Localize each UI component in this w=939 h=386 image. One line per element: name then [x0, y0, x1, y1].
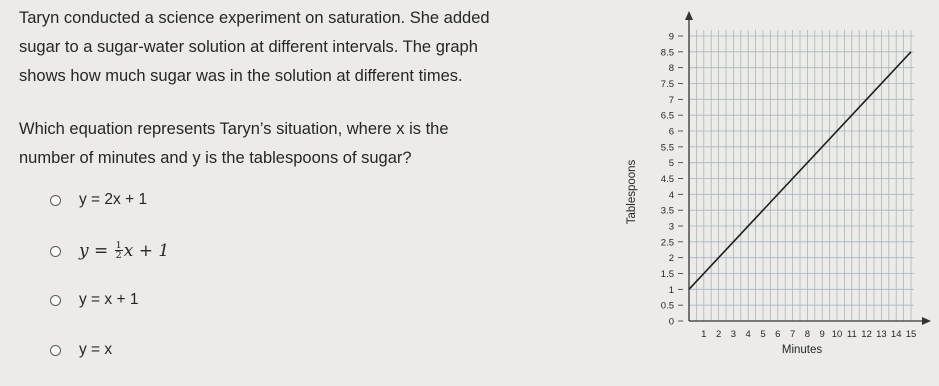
y-tick-label: 3.5	[660, 205, 674, 217]
grid	[689, 30, 914, 321]
fraction-one-half: $\frac{1}{2}$	[115, 240, 122, 261]
question-line: shows how much sugar was in the solution at different times.	[19, 67, 463, 85]
option-b[interactable]	[50, 241, 169, 261]
y-tick-label: 9	[668, 31, 674, 43]
y-tick-label: 7	[668, 94, 674, 106]
question-line: Which equation represents Taryn’s situation, where x is the	[19, 120, 449, 138]
y-tick-label: 8.5	[660, 47, 674, 59]
y-tick-label: 6.5	[660, 110, 674, 122]
x-tick-label: 6	[775, 329, 781, 340]
question-line: sugar to a sugar-water solution at different intervals. The graph	[19, 38, 478, 56]
question-text	[19, 4, 594, 173]
y-tick-label: 7.5	[660, 79, 674, 90]
y-tick-label: 1.5	[660, 269, 674, 280]
x-tick-label: 11	[846, 329, 857, 340]
x-tick-label: 2	[715, 329, 722, 340]
y-axis-arrow-icon	[685, 11, 693, 20]
x-tick-label: 4	[745, 329, 751, 340]
radio-button[interactable]	[50, 246, 61, 257]
y-tick-label: 2.5	[660, 237, 674, 249]
y-tick-label: 0.5	[660, 300, 674, 312]
x-tick-label: 15	[905, 329, 917, 340]
x-tick-label: 3	[730, 329, 737, 340]
question-line: Taryn conducted a science experiment on saturation. She added	[19, 9, 490, 27]
x-axis-arrow-icon	[922, 317, 931, 325]
x-tick-label: 1	[701, 329, 707, 340]
option-c[interactable]	[50, 291, 138, 309]
x-tick-label: 8	[804, 329, 811, 340]
y-tick-label: 2	[668, 253, 674, 265]
tick-labels	[661, 32, 917, 341]
x-tick-label: 5	[760, 329, 766, 340]
x-tick-label: 9	[819, 329, 825, 340]
option-a-label: y = 2x + 1	[79, 191, 148, 208]
y-tick-label: 1	[668, 284, 674, 296]
y-tick-label: 6	[668, 126, 674, 138]
y-tick-label: 0	[668, 316, 674, 328]
x-tick-label: 7	[789, 329, 796, 340]
y-tick-label: 8	[668, 63, 674, 75]
axes	[685, 11, 931, 325]
option-d-label: y = x	[79, 341, 113, 358]
question-line: number of minutes and y is the tablespoons of sugar?	[19, 149, 412, 167]
option-c-label: y = x + 1	[79, 291, 139, 308]
y-tick-label: 3	[668, 221, 674, 233]
radio-button[interactable]	[50, 295, 61, 306]
line-graph	[620, 0, 939, 386]
y-axis-label: Tablespoons	[626, 159, 638, 225]
y-tick-label: 5.5	[660, 142, 674, 154]
x-axis-label: Minutes	[781, 344, 823, 356]
y-tick-label: 5	[668, 158, 674, 170]
x-tick-label: 10	[831, 329, 843, 340]
x-tick-label: 13	[876, 329, 887, 340]
y-tick-label: 4	[668, 189, 674, 201]
option-d[interactable]	[50, 341, 112, 359]
radio-button[interactable]	[50, 345, 61, 356]
x-tick-label: 12	[861, 329, 872, 340]
radio-button[interactable]	[50, 195, 61, 206]
y-tick-label: 4.5	[660, 174, 674, 185]
option-b-label: y = $\frac{1}{2}$ x + 1	[79, 240, 170, 261]
option-a[interactable]	[50, 191, 147, 209]
x-tick-label: 14	[890, 329, 902, 340]
